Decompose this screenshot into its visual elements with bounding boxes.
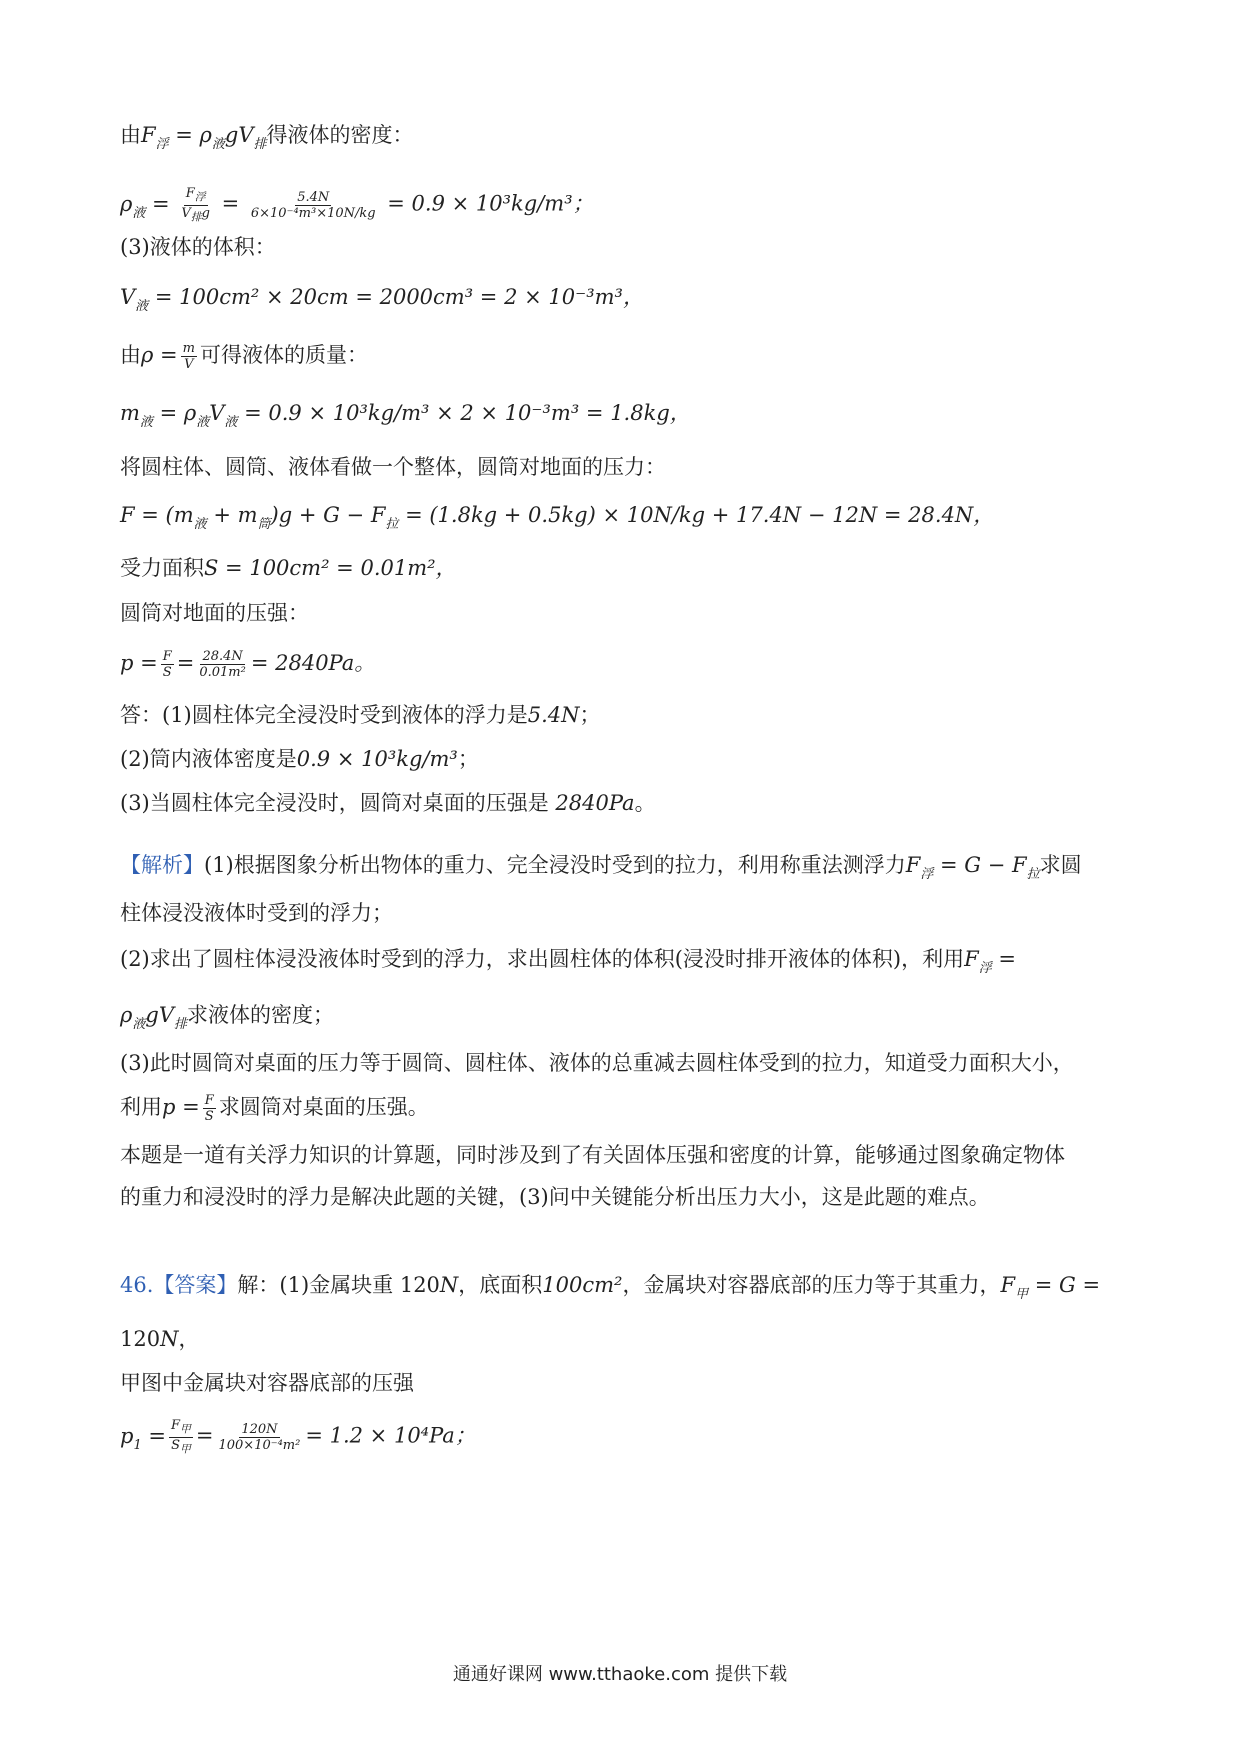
text: (2)求出了圆柱体浸没液体时受到的浮力，求出圆柱体的体积(浸没时排开液体的体积)，利用: [120, 947, 965, 971]
text: 利用: [120, 1095, 162, 1119]
text: 求圆筒对桌面的压强。: [218, 1095, 429, 1119]
question-46-line-3: 甲图中金属块对容器底部的压强: [120, 1371, 414, 1395]
answer-tag: 【答案】: [153, 1273, 238, 1297]
formula-density: $\rho_液$ = $\frac{F_浮}{V_排g}$ = $\frac{5.4N}{\text{6×10⁻⁴m³×10N/kg}}$ = 0.9 × 10³kg/m³；: [120, 186, 594, 224]
footer-source: 通通好课网 www.tthaoke.com 提供下载: [452, 1664, 788, 1685]
text: 可得液体的质量：: [199, 343, 368, 367]
text-line-5: 由ρ = $\frac{m}{V}$ 可得液体的质量：: [120, 341, 368, 372]
text: ，金属块对容器底部的压力等于其重力，: [622, 1273, 1001, 1297]
text-line-7: 将圆柱体、圆筒、液体看做一个整体，圆筒对地面的压力：: [120, 455, 666, 479]
text: (3)当圆柱体完全浸没时，圆筒对桌面的压强是: [120, 791, 556, 815]
question-46-line-1: 46.【答案】解：(1)金属块重 120N，底面积100cm²，金属块对容器底部的压力等于其重力，$F_甲 = G$ =: [120, 1273, 1101, 1302]
question-number: 46.: [120, 1273, 154, 1297]
analysis-tag: 【解析】: [120, 853, 204, 877]
analysis-6: 利用p = $\frac{F}{S}$ 求圆筒对桌面的压强。: [120, 1093, 429, 1124]
text-line-3: (3)液体的体积：: [120, 235, 276, 259]
text: 120: [120, 1327, 161, 1351]
text: 解：(1)金属块重 120: [237, 1273, 440, 1297]
analysis-2: 柱体浸没液体时受到的浮力；: [120, 901, 393, 925]
text: 得液体的密度：: [266, 123, 414, 147]
formula-pressure: p = $\frac{F}{S}$ = $\frac{28.4N}{\text{0.01m²}}$ = 2840Pa。: [120, 649, 376, 680]
answer-1: 答：(1)圆柱体完全浸没时受到液体的浮力是5.4N；: [120, 703, 601, 727]
text: 由: [120, 343, 141, 367]
text: 求液体的密度；: [187, 1003, 334, 1027]
text: 求圆: [1039, 853, 1082, 877]
text: 答：(1)圆柱体完全浸没时受到液体的浮力是: [120, 703, 528, 727]
formula-mass: $m_液 = \rho_液V_液 = 0.9 \times 10^3kg/m^3 \times 2 \times 10^{-3}m^3 = 1.8kg$，: [120, 401, 691, 430]
text-line-9: 受力面积S = 100cm² = 0.01m²，: [120, 556, 457, 580]
question-46-line-2: 120N，: [120, 1327, 200, 1351]
analysis-7: 本题是一道有关浮力知识的计算题，同时涉及到了有关固体压强和密度的计算，能够通过图象确定物体: [120, 1143, 1065, 1167]
formula-force: $F = (m_液 + m_筒)g + G - F_拉 = (1.8kg + 0.5kg) \times 10N/kg + 17.4N - 12N = 28.4N$，: [120, 503, 995, 532]
analysis-5: (3)此时圆筒对桌面的压力等于圆筒、圆柱体、液体的总重减去圆柱体受到的拉力，知道受力面积大小，: [120, 1051, 1074, 1075]
text-line-1: 由$F_浮 = \rho_液gV_排$得液体的密度：: [120, 123, 414, 152]
text: (2)筒内液体密度是: [120, 747, 297, 771]
text: (1)根据图象分析出物体的重力、完全浸没时受到的拉力，利用称重法测浮力: [204, 853, 906, 877]
analysis-8: 的重力和浸没时的浮力是解决此题的关键，(3)问中关键能分析出压力大小，这是此题的难点。: [120, 1185, 990, 1209]
text: 受力面积: [120, 556, 204, 580]
answer-2: (2)筒内液体密度是0.9 × 10³kg/m³；: [120, 747, 479, 771]
analysis-3: (2)求出了圆柱体浸没液体时受到的浮力，求出圆柱体的体积(浸没时排开液体的体积)，利用$F_浮$ =: [120, 947, 1017, 976]
formula-volume: $V_液 = 100cm^2 \times 20cm = 2000cm^3 = 2 \times 10^{-3}m^3$，: [120, 285, 644, 314]
text: ，底面积: [458, 1273, 543, 1297]
analysis-1: 【解析】(1)根据图象分析出物体的重力、完全浸没时受到的拉力，利用称重法测浮力$F_浮 = G - F_拉$求圆: [120, 853, 1082, 882]
text: 由: [120, 123, 141, 147]
formula-p1: $p_1$ = $\frac{F_甲}{S_甲}$ = $\frac{120N}{\text{100×10⁻⁴m²}}$ = 1.2 × 10⁴Pa；: [120, 1418, 476, 1456]
analysis-4: $\rho_液gV_排$求液体的密度；: [120, 1003, 334, 1032]
answer-3: (3)当圆柱体完全浸没时，圆筒对桌面的压强是 2840Pa。: [120, 791, 656, 815]
text-line-10: 圆筒对地面的压强：: [120, 601, 309, 625]
